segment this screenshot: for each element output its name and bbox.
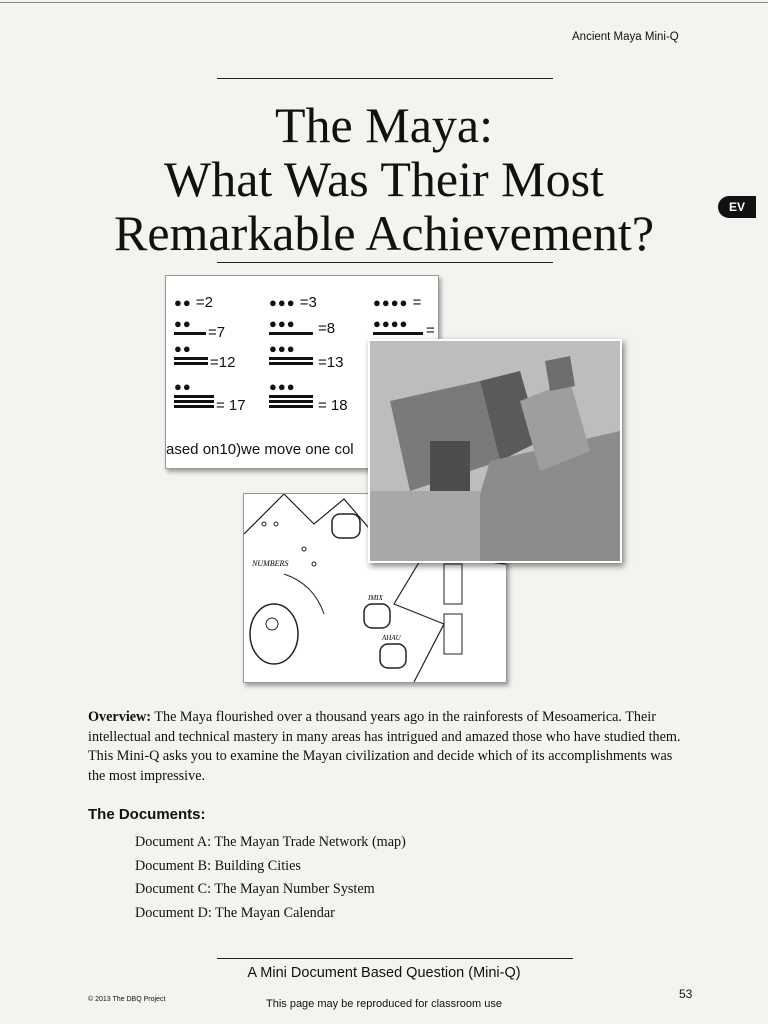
copyright: © 2013 The DBQ Project xyxy=(88,996,166,1003)
numeral-13: ●●● xyxy=(269,343,313,365)
document-a: Document A: The Mayan Trade Network (map) xyxy=(135,834,406,850)
numeral-9-label: = xyxy=(426,322,435,339)
section-badge: EV xyxy=(718,196,756,218)
numeral-12-label: =12 xyxy=(210,354,236,371)
numeral-2: ●● =2 xyxy=(174,294,213,311)
reproduction-note: This page may be reproduced for classroom use xyxy=(265,998,502,1010)
overview-label: Overview: xyxy=(88,709,152,725)
numeral-12: ●● xyxy=(174,343,208,365)
document-d: Document D: The Mayan Calendar xyxy=(135,904,335,921)
glyph-label-numbers: NUMBERS xyxy=(252,559,289,568)
maya-pyramid-photo xyxy=(368,339,622,563)
footer-title: A Mini Document Based Question (Mini-Q) xyxy=(247,965,521,981)
title-line-2: What Was Their Most xyxy=(164,151,604,207)
numeral-8-label: =8 xyxy=(318,320,336,337)
numeral-17-label: = 17 xyxy=(216,397,246,414)
title-line-3: Remarkable Achievement? xyxy=(113,205,655,261)
documents-list xyxy=(135,831,406,925)
numeral-18: ●●● xyxy=(269,381,313,408)
overview-text: The Maya flourished over a thousand years ago in the rainforests of Mesoamerica. Their intellectual and technical mastery in many areas has intrigued and amazed those who have studied them. This Mini-Q asks you to examine the Mayan civilization and decide which of its accomplishments was the most impressive. xyxy=(88,709,681,784)
numeral-4: ●●●● = xyxy=(373,294,422,311)
numeral-17: ●● xyxy=(174,381,214,408)
page-title xyxy=(60,98,708,260)
documents-heading: The Documents: xyxy=(88,806,206,823)
title-bottom-rule xyxy=(217,262,553,263)
overview-paragraph xyxy=(88,708,688,786)
numeral-7-label: =7 xyxy=(208,324,226,341)
title-line-1: The Maya: xyxy=(275,97,493,153)
illustration-collage xyxy=(165,275,620,685)
footer-rule xyxy=(217,958,573,959)
pyramid-illustration xyxy=(370,341,620,561)
document-b: Document B: Building Cities xyxy=(135,857,301,874)
numeral-18-label: = 18 xyxy=(318,397,348,414)
number-chart-caption: ased on10)we move one col xyxy=(166,441,354,458)
numeral-7: ●● xyxy=(174,318,206,335)
running-title: Ancient Maya Mini-Q xyxy=(572,31,679,43)
numeral-8: ●●● xyxy=(269,318,313,335)
numeral-13-label: =13 xyxy=(318,354,344,371)
top-edge-rule xyxy=(0,2,768,3)
document-c: Document C: The Mayan Number System xyxy=(135,881,375,897)
glyph-label-imix: IMIX xyxy=(368,594,383,602)
numeral-9: ●●●● xyxy=(373,318,423,335)
page-number: 53 xyxy=(679,987,693,1001)
glyph-label-ahau: AHAU xyxy=(382,634,401,642)
numeral-3: ●●● =3 xyxy=(269,294,317,311)
title-top-rule xyxy=(217,78,553,79)
